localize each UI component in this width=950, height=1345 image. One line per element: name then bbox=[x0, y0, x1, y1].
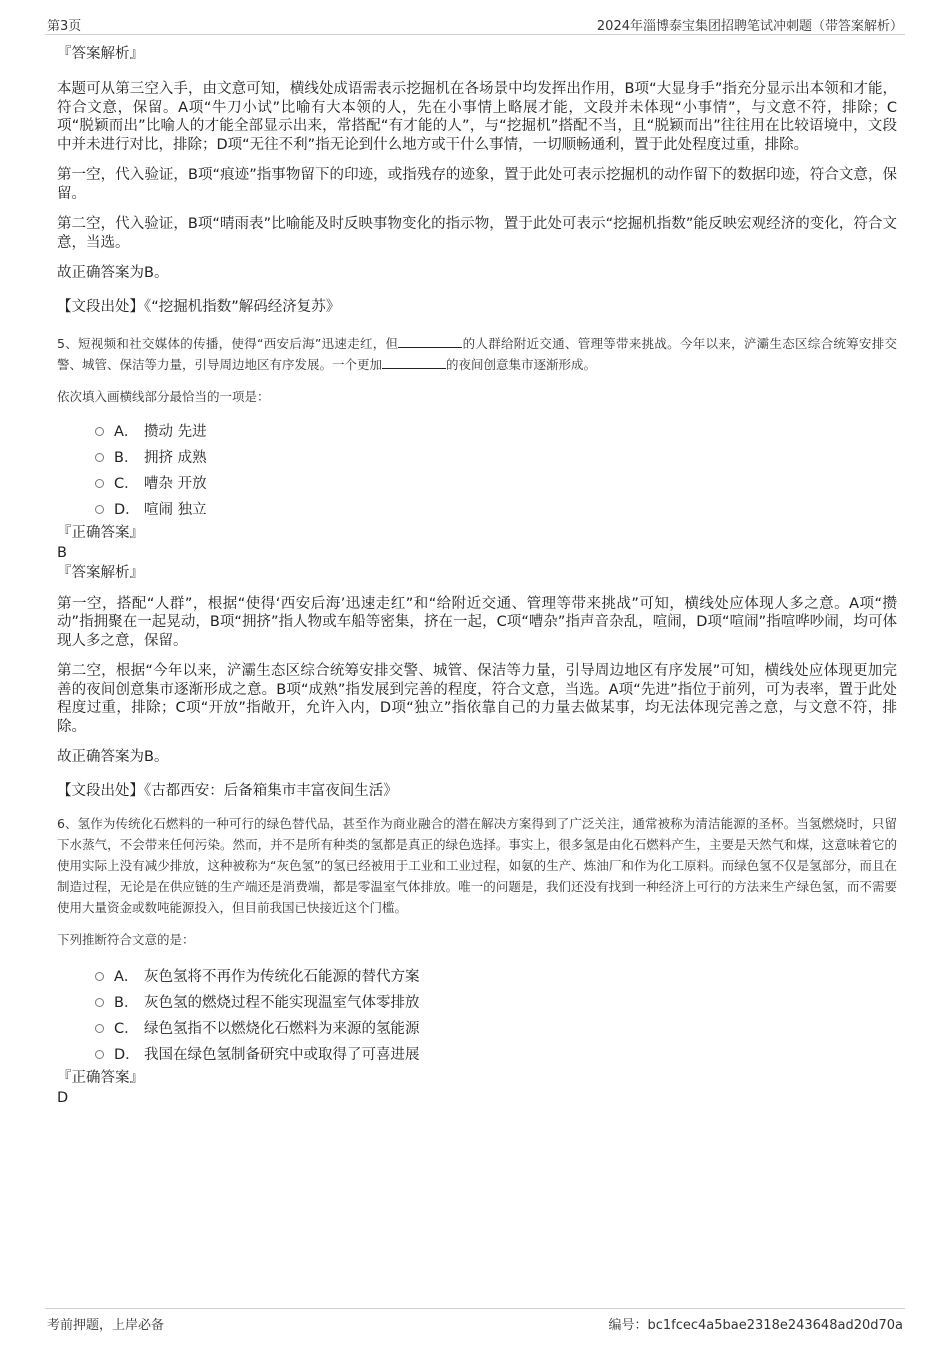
q5-option-b[interactable]: B． 拥挤 成熟 bbox=[57, 445, 897, 471]
page-content bbox=[57, 44, 897, 1108]
radio-icon[interactable] bbox=[95, 972, 104, 981]
q4-analysis-para-2: 第一空，代入验证，B项“痕迹”指事物留下的印迹，或指残存的迹象，置于此处可表示挖掘机的动作留下的数据印迹，符合文意，保留。 bbox=[57, 167, 897, 202]
q6-answer: D bbox=[57, 1089, 69, 1106]
q5-option-a[interactable]: A． 攒动 先进 bbox=[57, 419, 897, 445]
q5-options bbox=[57, 419, 897, 523]
radio-icon[interactable] bbox=[95, 998, 104, 1007]
radio-icon[interactable] bbox=[95, 479, 104, 488]
q5-analysis-para-1: 第一空，搭配“人群”，根据“使得‘西安后海’迅速走红”和“给附近交通、管理等带来挑战”可知，横线处应体现人多之意。A项“攒动”指拥聚在一起晃动，B项“拥挤”指人物或车船等密集，挤在一起，C项“嘈杂”指声音杂乱，喧闹，D项“喧闹”指喧哗吵闹，均可体现人多之意，保留。 bbox=[57, 595, 897, 649]
q5-option-c[interactable]: C． 嘈杂 开放 bbox=[57, 471, 897, 497]
q6-options bbox=[57, 964, 897, 1068]
q5-prompt: 依次填入画横线部分最恰当的一项是： bbox=[57, 388, 270, 404]
q6-prompt: 下列推断符合文意的是： bbox=[57, 931, 195, 947]
q4-analysis-tag: 『答案解析』 bbox=[57, 46, 144, 62]
radio-icon[interactable] bbox=[95, 427, 104, 436]
page-footer bbox=[45, 1308, 905, 1331]
q5-answer: B bbox=[57, 544, 67, 561]
radio-icon[interactable] bbox=[95, 1024, 104, 1033]
q6-answer-tag: 『正确答案』 bbox=[57, 1069, 144, 1086]
q4-analysis-para-1: 本题可从第三空入手，由文意可知，横线处成语需表示挖掘机在各场景中均发挥出作用，B项“大显身手”指充分显示出本领和才能，符合文意，保留。A项“牛刀小试”比喻有大本领的人，先在小事情上略展才能，文段并未体现“小事情”，与文意不符，排除；C项“脱颖而出”比喻人的才能全部显示出来，常搭配“有才能的人”，与“挖掘机”搭配不当，且“脱颖而出”往往用在比较语境中，文段中并未进行对比，排除；D项“无往不利”指无论到什么地方或干什么事情，一切顺畅通利，置于此处程度过重，排除。 bbox=[57, 81, 897, 153]
radio-icon[interactable] bbox=[95, 505, 104, 514]
footer-code: 编号：bc1fcec4a5bae2318e243648ad20d70a bbox=[608, 1318, 903, 1333]
q5-conclusion: 故正确答案为B。 bbox=[57, 749, 169, 765]
q6-option-b[interactable]: B． 灰色氢的燃烧过程不能实现温室气体零排放 bbox=[57, 990, 897, 1016]
page-header bbox=[45, 14, 905, 35]
blank-line bbox=[398, 335, 462, 348]
q4-source: 【文段出处】《“挖掘机指数”解码经济复苏》 bbox=[57, 298, 341, 315]
q4-analysis-para-3: 第二空，代入验证，B项“晴雨表”比喻能及时反映事物变化的指示物，置于此处可表示“挖掘机指数”能反映宏观经济的变化，符合文意，当选。 bbox=[57, 216, 897, 251]
q6-question: 6、氢作为传统化石燃料的一种可行的绿色替代品，甚至作为商业融合的潜在解决方案得到了广泛关注，通常被称为清洁能源的圣杯。当氢燃烧时，只留下水蒸气，不会带来任何污染。然而，并不是所有种类的氢都是真正的绿色选择。事实上，很多氢是由化石燃料产生，主要是天然气和煤，这意味着它的使用实际上没有减少排放，这种被称为“灰色氢”的氢已经被用于工业和工业过程，如氨的生产、炼油厂和作为化工原料。而绿色氢不仅是氢部分，而且在制造过程，无论是在供应链的生产端还是消费端，都是零温室气体排放。唯一的问题是，我们还没有找到一种经济上可行的方法来生产绿色氢，而不需要使用大量资金或数吨能源投入，但目前我国已快接近这个门槛。 bbox=[57, 815, 897, 915]
q5-source: 【文段出处】《古都西安：后备箱集市丰富夜间生活》 bbox=[57, 782, 398, 799]
blank-line bbox=[382, 356, 446, 369]
q5-option-d[interactable]: D． 喧闹 独立 bbox=[57, 497, 897, 523]
q6-option-a[interactable]: A． 灰色氢将不再作为传统化石能源的替代方案 bbox=[57, 964, 897, 990]
page-number: 第3页 bbox=[47, 19, 82, 34]
footer-slogan: 考前押题，上岸必备 bbox=[47, 1318, 165, 1333]
document-title: 2024年淄博泰宝集团招聘笔试冲刺题（带答案解析） bbox=[596, 19, 903, 34]
q4-conclusion: 故正确答案为B。 bbox=[57, 265, 169, 281]
q5-question: 5、短视频和社交媒体的传播，使得“西安后海”迅速走红，但 的人群给附近交通、管理等带来挑战。今年以来，浐灞生态区综合统筹安排交警、城管、保洁等力量，引导周边地区有序发展。一个更加 的夜间创意集市逐渐形成。 bbox=[57, 335, 898, 372]
radio-icon[interactable] bbox=[95, 453, 104, 462]
q6-option-d[interactable]: D． 我国在绿色氢制备研究中或取得了可喜进展 bbox=[57, 1042, 897, 1068]
q5-analysis-para-2: 第二空，根据“今年以来，浐灞生态区综合统筹安排交警、城管、保洁等力量，引导周边地区有序发展”可知，横线处应体现更加完善的夜间创意集市逐渐形成之意。B项“成熟”指发展到完善的程度，符合文意，当选。A项“先进”指位于前列，可为表率，置于此处程度过重，排除；C项“开放”指敞开，允许入内，D项“独立”指依靠自己的力量去做某事，均无法体现完善之意，与文意不符，排除。 bbox=[57, 663, 897, 735]
radio-icon[interactable] bbox=[95, 1050, 104, 1059]
q5-answer-tag: 『正确答案』 bbox=[57, 524, 144, 541]
q6-option-c[interactable]: C． 绿色氢指不以燃烧化石燃料为来源的氢能源 bbox=[57, 1016, 897, 1042]
q5-analysis-tag: 『答案解析』 bbox=[57, 564, 144, 581]
